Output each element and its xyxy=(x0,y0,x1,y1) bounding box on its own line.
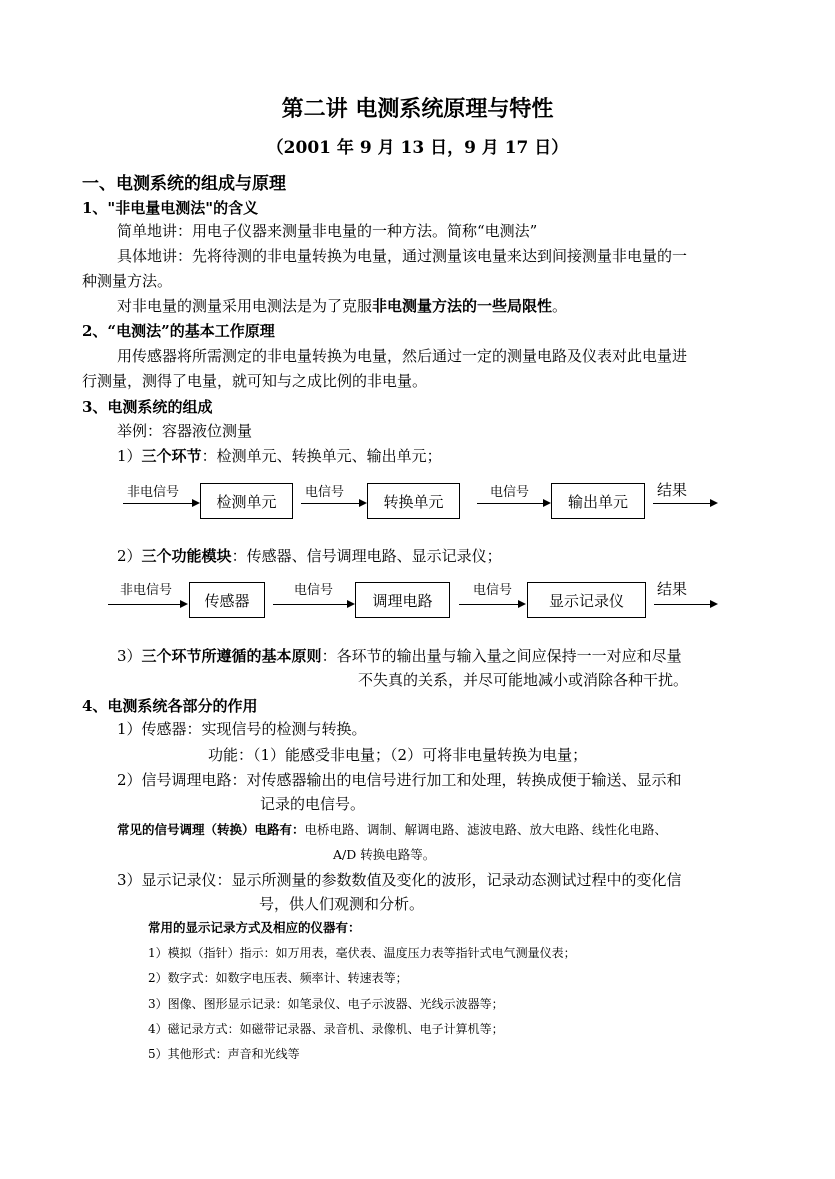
page-title: 第二讲 电测系统原理与特性 xyxy=(281,96,554,122)
emphasis-text: 三个环节所遵循的基本原则 xyxy=(141,647,322,665)
box-detection-unit: 检测单元 xyxy=(200,483,293,519)
subsection-heading-1: 1、"非电量电测法"的含义 xyxy=(82,199,259,217)
emphasis-text: 常见的信号调理（转换）电路有： xyxy=(117,822,305,837)
arrow-line xyxy=(123,503,193,504)
arrow-line xyxy=(108,604,181,605)
box-display-recorder: 显示记录仪 xyxy=(527,582,646,618)
list-text: ：各环节的输出量与输入量之间应保持一一对应和尽量 xyxy=(321,647,682,665)
list-item-continued: 号，供人们观测和分析。 xyxy=(259,895,425,913)
common-circuits xyxy=(117,820,667,838)
list-number: 2） xyxy=(117,547,142,565)
arrow-line xyxy=(459,604,519,605)
mid-label: 电信号 xyxy=(473,583,513,598)
emphasis-text: 三个功能模块 xyxy=(141,547,232,565)
mid-label: 电信号 xyxy=(305,485,345,500)
mid-label: 电信号 xyxy=(490,485,530,500)
output-label: 结果 xyxy=(657,580,688,598)
input-label: 非电信号 xyxy=(120,583,173,598)
paragraph-end: 。 xyxy=(552,297,568,315)
arrow-head xyxy=(347,600,355,608)
modes-heading: 常用的显示记录方式及相应的仪器有： xyxy=(148,920,361,935)
list-item xyxy=(117,445,442,466)
list-item-continued: 记录的电信号。 xyxy=(260,795,366,813)
paragraph-text: 对非电量的测量采用电测法是为了克服 xyxy=(117,297,373,315)
paragraph xyxy=(117,295,567,316)
paragraph: 用传感器将所需测定的非电量转换为电量，然后通过一定的测量电路及仪表对此电量进 xyxy=(117,347,688,365)
input-label: 非电信号 xyxy=(127,485,180,500)
box-conditioning-circuit: 调理电路 xyxy=(355,582,450,618)
box-output-unit: 输出单元 xyxy=(551,483,645,519)
arrow-head xyxy=(192,499,200,507)
common-circuits-continued: A/D 转换电路等。 xyxy=(333,847,436,862)
list-item-continued: 不失真的关系，并尽可能地减小或消除各种干扰。 xyxy=(358,671,689,689)
list-item xyxy=(117,545,502,566)
emphasis-text: 非电测量方法的一些局限性 xyxy=(372,297,553,315)
subsection-heading-3: 3、电测系统的组成 xyxy=(82,398,213,416)
list-item: 1）传感器：实现信号的检测与转换。 xyxy=(117,720,367,738)
lecture-date: （2001 年 9 月 13 日，9 月 17 日） xyxy=(266,138,569,158)
subsection-heading-2: 2、“电测法”的基本工作原理 xyxy=(82,322,275,340)
list-item: 3）显示记录仪：显示所测量的参数数值及变化的波形，记录动态测试过程中的变化信 xyxy=(117,871,682,889)
function-text: 功能：（1）能感受非电量；（2）可将非电量转换为电量； xyxy=(208,746,588,764)
box-conversion-unit: 转换单元 xyxy=(367,483,460,519)
arrow-head xyxy=(359,499,367,507)
example-text: 举例：容器液位测量 xyxy=(117,422,253,440)
arrow-head xyxy=(180,600,188,608)
arrow-head xyxy=(543,499,551,507)
list-item xyxy=(117,645,682,666)
emphasis-text: 三个环节 xyxy=(141,447,202,465)
section-heading: 一、电测系统的组成与原理 xyxy=(82,174,286,194)
list-number: 1） xyxy=(117,447,142,465)
list-text: ：传感器、信号调理电路、显示记录仪； xyxy=(231,547,502,565)
list-item: 4）磁记录方式：如磁带记录器、录音机、录像机、电子计算机等； xyxy=(148,1022,504,1036)
arrow-line xyxy=(477,503,544,504)
mid-label: 电信号 xyxy=(294,583,334,598)
arrow-head xyxy=(710,499,718,507)
paragraph: 种测量方法。 xyxy=(82,272,173,290)
list-item: 2）信号调理电路：对传感器输出的电信号进行加工和处理，转换成便于输送、显示和 xyxy=(117,771,682,789)
arrow-head xyxy=(710,600,718,608)
paragraph: 简单地讲：用电子仪器来测量非电量的一种方法。简称“电测法” xyxy=(117,222,538,240)
list-item: 5）其他形式：声音和光线等 xyxy=(148,1047,300,1061)
arrow-line xyxy=(273,604,348,605)
paragraph: 具体地讲：先将待测的非电量转换为电量，通过测量该电量来达到间接测量非电量的一 xyxy=(117,247,688,265)
arrow-line xyxy=(301,503,360,504)
arrow-line xyxy=(653,503,711,504)
list-text: ：检测单元、转换单元、输出单元； xyxy=(201,447,442,465)
list-item: 3）图像、图形显示记录：如笔录仪、电子示波器、光线示波器等； xyxy=(148,997,504,1011)
arrow-head xyxy=(518,600,526,608)
common-circuits-list: 电桥电路、调制、解调电路、滤波电路、放大电路、线性化电路、 xyxy=(304,822,668,837)
list-item: 2）数字式：如数字电压表、频率计、转速表等； xyxy=(148,971,408,985)
list-number: 3） xyxy=(117,647,142,665)
box-sensor: 传感器 xyxy=(189,582,265,618)
list-item: 1）模拟（指针）指示：如万用表，毫伏表、温度压力表等指针式电气测量仪表； xyxy=(148,946,576,960)
arrow-line xyxy=(654,604,711,605)
subsection-heading-4: 4、电测系统各部分的作用 xyxy=(82,697,258,715)
paragraph: 行测量，测得了电量，就可知与之成比例的非电量。 xyxy=(82,372,428,390)
output-label: 结果 xyxy=(657,481,688,499)
